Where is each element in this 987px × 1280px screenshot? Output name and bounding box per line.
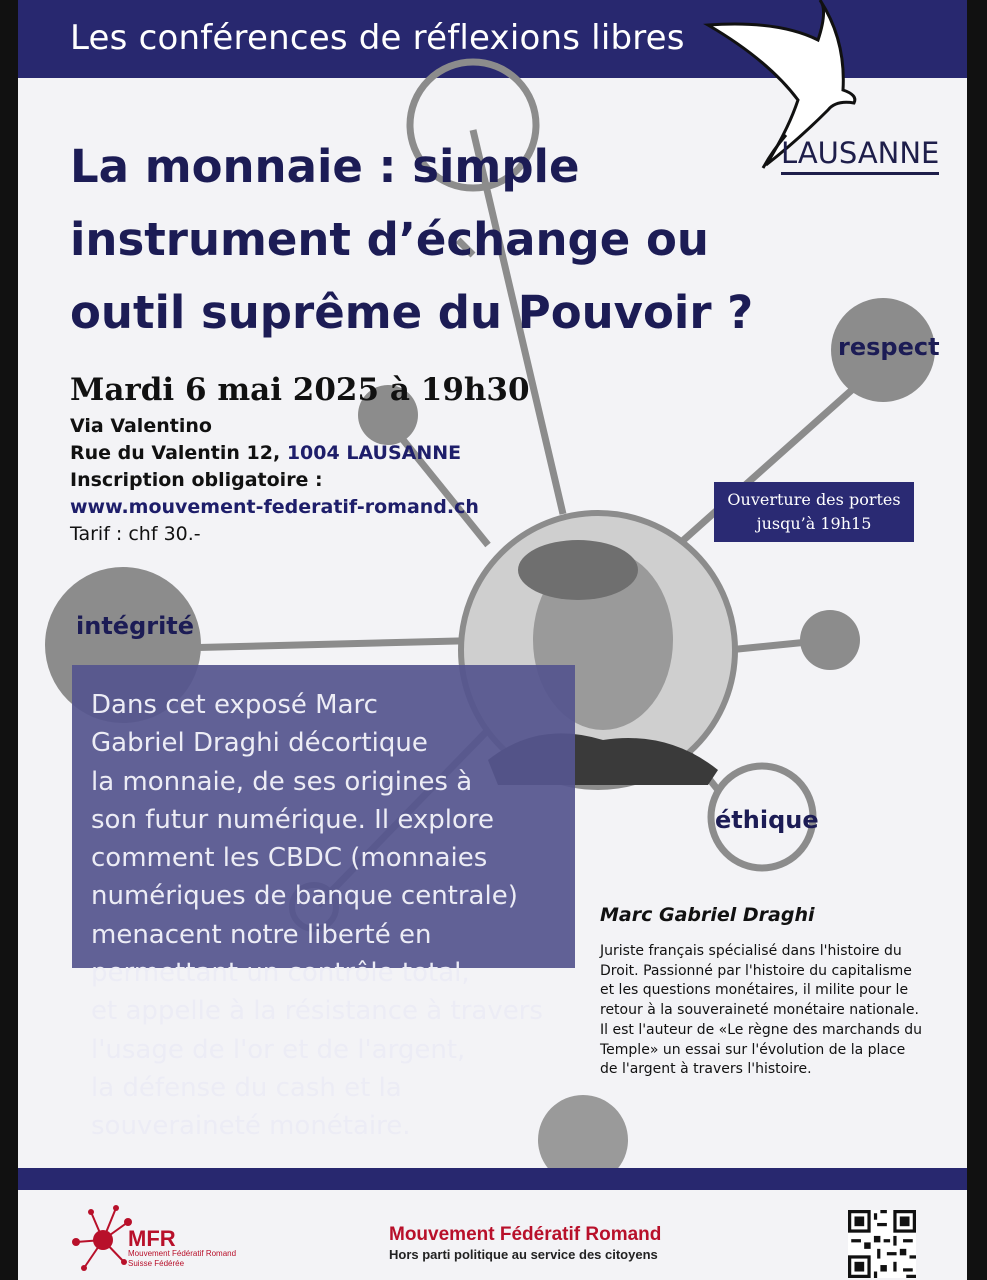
- city-logo-text: LAUSANNE: [781, 136, 939, 175]
- doors-line: Ouverture des portes: [727, 490, 901, 509]
- mfr-logo-line2: Suisse Fédérée: [128, 1259, 185, 1268]
- event-date: Mardi 6 mai 2025 à 19h30: [70, 372, 530, 408]
- title-line: outil suprême du Pouvoir ?: [70, 286, 754, 339]
- description-line: comment les CBDC (monnaies: [91, 843, 488, 874]
- title-line: instrument d’échange ou: [70, 213, 709, 266]
- description-line: souveraineté monétaire.: [91, 1111, 411, 1142]
- description-line: son futur numérique. Il explore: [91, 804, 494, 835]
- bio-line: Droit. Passionné par l'histoire du capitalisme: [600, 962, 912, 979]
- description-line: menacent notre liberté en: [91, 919, 432, 950]
- mfr-logo-line1: Mouvement Fédératif Romand: [128, 1249, 237, 1258]
- website-link[interactable]: www.mouvement-federatif-romand.ch: [70, 496, 479, 518]
- org-tagline: Hors parti politique au service des citoyens: [389, 1247, 658, 1262]
- description-line: Dans cet exposé Marc: [91, 690, 378, 720]
- speaker-name: Marc Gabriel Draghi: [600, 904, 815, 926]
- doors-line: jusqu’à 19h15: [756, 514, 872, 533]
- poster: [18, 0, 967, 1280]
- doors-opening-box: [714, 482, 914, 542]
- address-city: 1004 LAUSANNE: [286, 442, 462, 464]
- org-name: Mouvement Fédératif Romand: [389, 1224, 662, 1245]
- description-line: Gabriel Draghi décortique: [91, 728, 428, 759]
- bio-line: Il est l'auteur de «Le règne des marchands du: [600, 1021, 923, 1038]
- description-line: la défense du cash et la: [91, 1072, 402, 1103]
- respect-label: respect: [838, 333, 940, 361]
- footer-bar: [18, 1168, 967, 1190]
- venue: Via Valentino: [70, 415, 212, 437]
- description-line: l'usage de l'or et de l'argent,: [91, 1034, 466, 1065]
- address: [70, 440, 479, 467]
- bio-line: de l'argent à travers l'histoire.: [600, 1061, 812, 1078]
- ethique-label: éthique: [715, 806, 819, 834]
- series-title: Les conférences de réflexions libres: [70, 18, 685, 58]
- registration-label: Inscription obligatoire :: [70, 469, 323, 491]
- price: Tarif : chf 30.-: [70, 523, 201, 545]
- description-line: permettant un contrôle total,: [91, 958, 470, 989]
- title-line: La monnaie : simple: [70, 140, 580, 193]
- bio-line: retour à la souveraineté monétaire nationale.: [600, 1002, 919, 1019]
- description-line: et appelle à la résistance à travers: [91, 996, 543, 1027]
- description-text: [91, 686, 576, 1146]
- description-line: numériques de banque centrale): [91, 881, 518, 912]
- address-street: Rue du Valentin 12,: [70, 442, 287, 464]
- qr-code-icon[interactable]: [848, 1210, 916, 1278]
- bio-line: Temple» un essai sur l'évolution de la place: [600, 1041, 906, 1058]
- mfr-acronym: MFR: [128, 1226, 176, 1251]
- bio-line: et les questions monétaires, il milite pour le: [600, 982, 909, 999]
- event-title: [70, 130, 790, 349]
- integrite-label: intégrité: [76, 612, 195, 640]
- event-info: [70, 413, 479, 548]
- description-line: la monnaie, de ses origines à: [91, 766, 473, 797]
- bio-line: Juriste français spécialisé dans l'histoire du: [600, 943, 902, 959]
- speaker-bio: [600, 942, 950, 1080]
